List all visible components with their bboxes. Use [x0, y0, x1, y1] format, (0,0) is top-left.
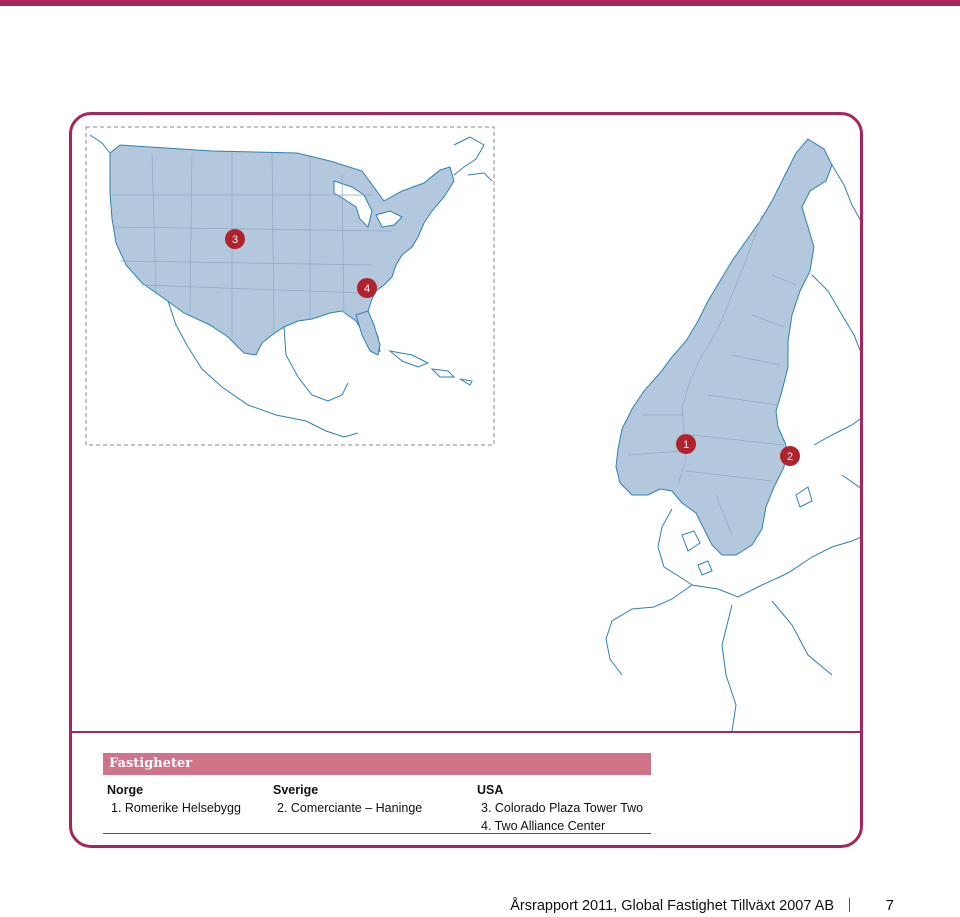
marker-1-label: 1: [682, 439, 690, 451]
marker-3-label: 3: [231, 234, 239, 246]
legend-heading: Fastigheter: [103, 753, 651, 775]
page-number: 7: [885, 897, 894, 914]
legend-item: 2. Comerciante – Haninge: [277, 801, 423, 815]
finland-coast: [796, 165, 863, 515]
legend-column-usa: [477, 781, 643, 835]
legend-column-norge: [107, 781, 241, 817]
marker-4-label: 4: [363, 283, 371, 295]
legend-column-title: USA: [477, 783, 504, 797]
legend-divider: [72, 731, 860, 733]
legend-item: 1. Romerike Helsebygg: [111, 801, 241, 815]
florida: [356, 311, 380, 355]
page-footer: [510, 897, 940, 917]
property-legend: [103, 753, 651, 833]
marker-2-label: 2: [786, 451, 794, 463]
top-rule: [0, 0, 960, 6]
legend-bottom-rule: [103, 833, 651, 834]
legend-columns: [103, 775, 651, 833]
legend-column-title: Sverige: [273, 783, 319, 797]
marker-2[interactable]: [780, 446, 800, 466]
legend-column-title: Norge: [107, 783, 144, 797]
footer-separator: [849, 898, 850, 912]
marker-4[interactable]: [357, 278, 377, 298]
usa-landmass: [110, 145, 454, 355]
legend-item: 4. Two Alliance Center: [481, 819, 606, 833]
legend-column-sverige: [273, 781, 422, 817]
legend-item: 3. Colorado Plaza Tower Two: [481, 801, 644, 815]
map-canvas: [72, 115, 863, 731]
map-frame: [69, 112, 863, 848]
report-title: Årsrapport 2011, Global Fastighet Tillväxt 2007 AB: [510, 898, 834, 914]
marker-1[interactable]: [676, 434, 696, 454]
marker-3[interactable]: [225, 229, 245, 249]
caribbean-islands: [390, 351, 472, 385]
